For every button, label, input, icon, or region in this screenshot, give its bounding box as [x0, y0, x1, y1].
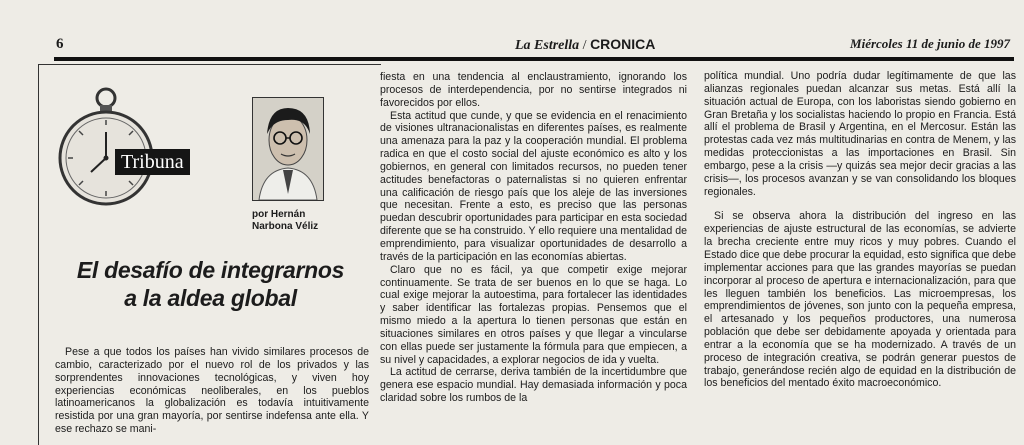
- paragraph: La actitud de cerrarse, deriva también de la incertidumbre que genera ese espacio mundial. Hay demasiada información y poca claridad sobre los rumbos de la: [380, 366, 687, 405]
- pocket-watch-icon: [58, 80, 170, 208]
- page-number: 6: [56, 36, 64, 52]
- article-column-3: [704, 70, 1016, 390]
- author-name: Narbona Véliz: [252, 221, 319, 232]
- paragraph: fiesta en una tendencia al enclaustramiento, ignorando los procesos de interdependencia, por no sentirse integrados ni favorecidos por ellos.: [380, 71, 687, 109]
- article-column-2: [380, 71, 687, 405]
- byline: [252, 209, 318, 233]
- title-line-1: El desafío de integrarnos: [76, 257, 345, 283]
- tribuna-badge: Tribuna: [115, 149, 190, 175]
- paragraph: política mundial. Uno podría dudar legítimamente de que las alianzas regionales puedan alcanzar sus metas. Está allí la situación actual de Europa, con los laboristas siendo gobierno en Gran Bretaña y los socialistas haciendo lo propio en Francia. Está allí el problema de Brasil y Argentina, en el Mercosur. Están las protestas cada vez más multitudinarias en contra de Menem, y las medidas proteccionistas a las importaciones en Brasil. Sin embargo, pese a la crisis —y quizás sea mejor decir gracias a las crisis—, los procesos avanzan y se van consolidando los bloques regionales.: [704, 70, 1016, 198]
- header-rule: [54, 57, 1014, 61]
- paragraph: Pese a que todos los países han vivido similares procesos de cambio, caracterizado por el nuevo rol de los privados y las sorprendentes innovaciones tecnológicas, y viven hoy experiencias económicas neoliberales, en los pueblos latinoamericanos la globalización es todavía intuitivamente resistida por una gran mayoría, por sentirse indefensa ante ella. Y ese rechazo se mani-: [55, 346, 369, 436]
- publication-name: La Estrella: [515, 38, 580, 53]
- article-title: [48, 256, 373, 312]
- paragraph: Esta actitud que cunde, y que se evidencia en el renacimiento de visiones ultranacionalistas en diferentes países, es realmente una amenaza para la paz y la cooperación mundial. El problema radica en que el costo social del ajuste económico es alto y los gobiernos, en general con limitados recursos, no pueden tener actitudes benefactoras o paternalistas si no quieren enfrentar una calificación de riesgo país que los aleje de las inversiones que necesitan. Frente a esto, es preciso que las personas puedan descubrir oportunidades para participar en esta sociedad diferente que se ha construido. Y ello requiere una mentalidad de emprendimiento, para visualizar oportunidades de desarrollo a través de la participación en las economías abiertas.: [380, 109, 687, 263]
- section-name: CRONICA: [590, 36, 656, 52]
- masthead: [515, 36, 655, 54]
- paragraph: Si se observa ahora la distribución del ingreso en las experiencias de ajuste estructural de las economías, se advierte la brecha creciente entre muy ricos y muy pobres. Cuando el Estado dice que debe procurar la equidad, esto significa que debe implementar acciones para que las grandes mayorías se puedan incorporar al proceso de apertura e internacionalización, para que les lleguen también los beneficios. Las microempresas, los emprendimientos de jóvenes, son junto con la pequeña empresa, el artesanado y los pequeños productores, una numerosa población que debe ser debidamente apoyada y orientada para entrar a la economía que se ha modernizado. A través de un proceso de integración creativa, se podrán generar puestos de trabajo, generándose recién algo de equidad en la distribución de los beneficios del mentado éxito macroeconómico.: [704, 210, 1016, 390]
- page-header: [50, 36, 1016, 54]
- article-column-1: [55, 346, 369, 436]
- author-portrait: [252, 97, 324, 201]
- title-line-2: a la aldea global: [124, 285, 297, 311]
- byline-line-1: por Hernán: [252, 209, 306, 220]
- paragraph: Claro que no es fácil, ya que competir exige mejorar continuamente. Se trata de ser buenos en lo que se haga. Lo cual exige mejorar la autoestima, para fortalecer las identidades y saber identificar las fortalezas propias. Pensemos que el mismo miedo a la apertura lo tienen personas que están en situaciones similares en otros países y que llegar a vincularse con ellas puede ser justamente la fórmula para que empiecen, a su nivel y capacidades, a explorar negocios de ida y vuelta.: [380, 263, 687, 366]
- issue-date: Miércoles 11 de junio de 1997: [850, 36, 1010, 51]
- masthead-separator: /: [579, 38, 591, 53]
